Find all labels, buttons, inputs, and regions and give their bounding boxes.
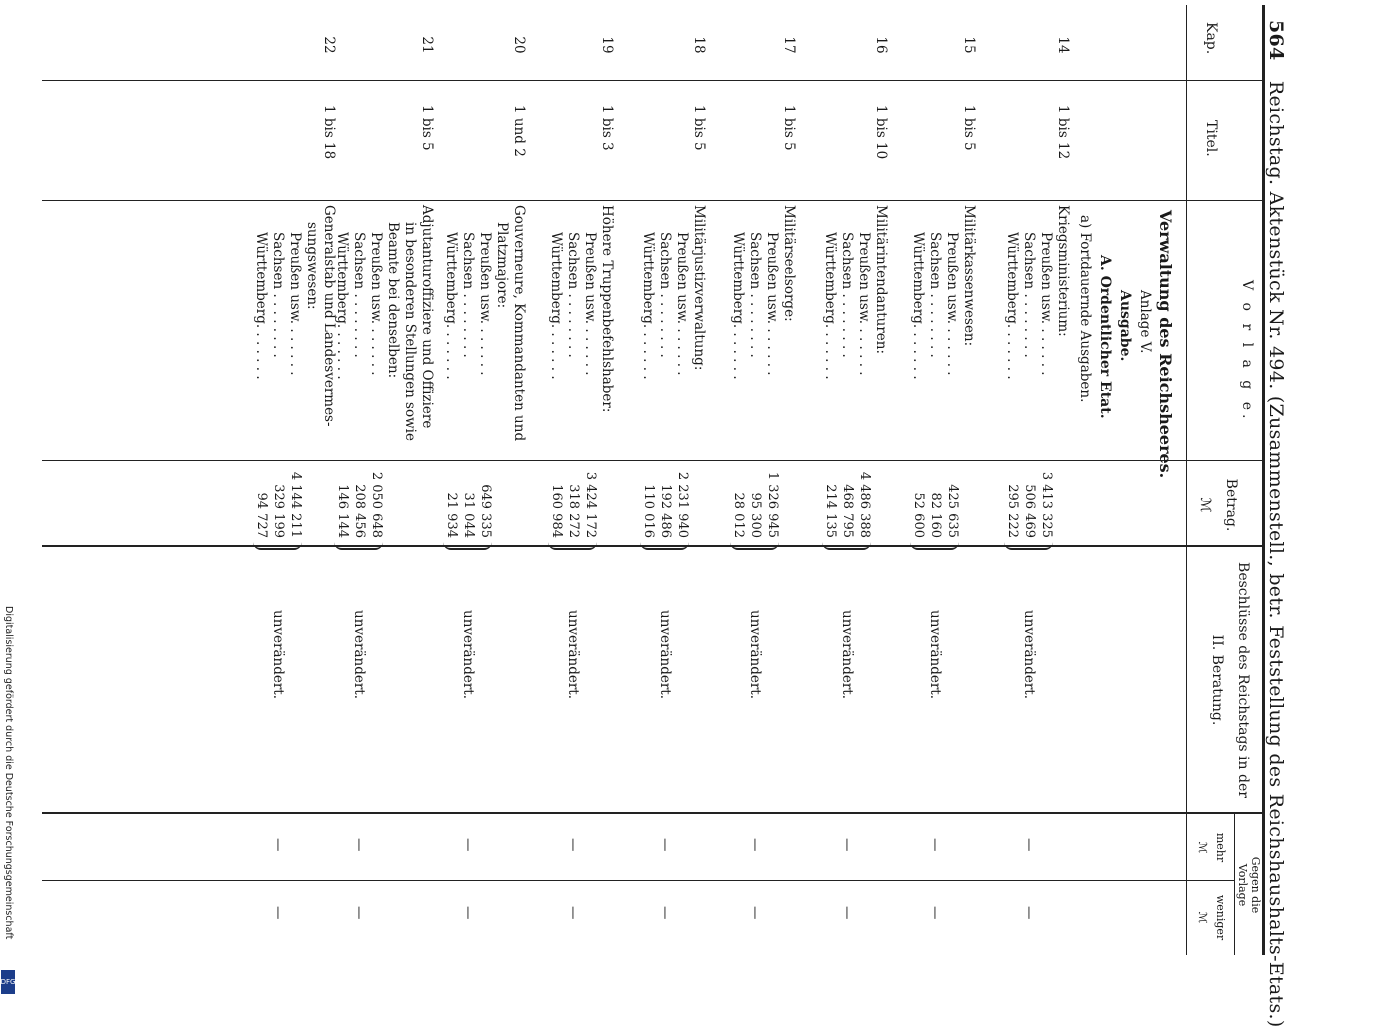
- row-titel: 1 bis 18: [321, 105, 337, 160]
- row-item-amount: 425 635: [945, 484, 960, 538]
- amount-brace: [443, 540, 492, 550]
- col-betrag: Betrag.: [1223, 478, 1239, 532]
- row-kap: 15: [961, 36, 977, 54]
- col-rule-titel: [42, 200, 1262, 201]
- amount-brace: [910, 540, 959, 550]
- row-mehr: —: [565, 838, 581, 852]
- row-titel: 1 bis 10: [873, 105, 889, 160]
- row-item-name: Preußen usw. . . . . . .: [856, 232, 872, 376]
- row-item-name: Sachsen . . . . . . . .: [460, 232, 476, 358]
- row-weniger: —: [460, 906, 476, 920]
- row-titel: 1 und 2: [511, 105, 527, 157]
- row-item-name: Sachsen . . . . . . . .: [747, 232, 763, 358]
- top-rule: [1262, 5, 1265, 955]
- row-result: unverändert.: [839, 610, 855, 700]
- row-item-amount: 506 469: [1022, 484, 1037, 538]
- amount-brace: [730, 540, 779, 550]
- row-item-name: Preußen usw. . . . . . .: [287, 232, 303, 376]
- col-weniger: weniger: [1214, 894, 1227, 941]
- row-kap: 22: [321, 36, 337, 54]
- row-mehr: —: [1021, 838, 1037, 852]
- row-item-name: Sachsen . . . . . . . .: [565, 232, 581, 358]
- row-titel: 1 bis 5: [419, 105, 435, 151]
- gegen-rule: [1234, 812, 1235, 955]
- row-kap: 17: [781, 36, 797, 54]
- col-beschluesse-1: Beschlüsse des Reichstags in der: [1235, 562, 1251, 798]
- row-item-name: Sachsen . . . . . . . .: [270, 232, 286, 358]
- amount-brace: [640, 540, 689, 550]
- row-item-name: Preußen usw. . . . . . .: [477, 232, 493, 376]
- row-kap: 19: [599, 36, 615, 54]
- dfg-logo: DFG: [1, 970, 15, 994]
- row-result: unverändert.: [927, 610, 943, 700]
- row-item-name: Preußen usw. . . . . . .: [764, 232, 780, 376]
- row-titel: 1 bis 5: [691, 105, 707, 151]
- row-item-amount: 329 199: [271, 484, 286, 538]
- row-mehr: —: [747, 838, 763, 852]
- row-item-amount: 4 486 388: [857, 471, 872, 538]
- col-rule-mehr: [42, 880, 1235, 881]
- row-description: sungswesen:: [304, 222, 320, 310]
- row-titel: 1 bis 5: [961, 105, 977, 151]
- row-item-amount: 82 160: [928, 492, 943, 538]
- row-item-amount: 1 326 945: [765, 471, 780, 538]
- row-description: Generalstab und Landesvermes-: [321, 205, 337, 427]
- row-description: Höhere Truppenbefehlshaber:: [599, 205, 615, 413]
- section-title: Verwaltung des Reichsheeres.: [1156, 210, 1175, 479]
- section-etat: A. Ordentlicher Etat.: [1097, 255, 1113, 419]
- row-item-amount: 649 335: [478, 484, 493, 538]
- row-titel: 1 bis 3: [599, 105, 615, 151]
- row-item-amount: 95 300: [748, 492, 763, 538]
- row-description: Platzmajore:: [494, 222, 510, 309]
- row-item-name: Württemberg. . . . . . .: [443, 232, 459, 380]
- row-result: unverändert.: [351, 610, 367, 700]
- col-kap: Kap.: [1203, 22, 1219, 55]
- row-item-name: Württemberg. . . . . . .: [548, 232, 564, 380]
- row-item-amount: 31 044: [461, 492, 476, 538]
- row-item-name: Sachsen . . . . . . . .: [351, 232, 367, 358]
- row-mehr: —: [927, 838, 943, 852]
- row-description: Kriegsministerium:: [1055, 205, 1071, 337]
- row-result: unverändert.: [270, 610, 286, 700]
- row-item-amount: 3 424 172: [583, 471, 598, 538]
- col-gegen-1: Gegen die: [1249, 856, 1262, 914]
- row-titel: 1 bis 12: [1055, 105, 1071, 160]
- col-mehr: mehr: [1214, 832, 1227, 863]
- row-item-amount: 52 600: [911, 492, 926, 538]
- row-item-name: Württemberg. . . . . . .: [334, 232, 350, 380]
- row-description: Beamte bei denselben:: [385, 222, 401, 379]
- row-item-amount: 2 050 648: [369, 471, 384, 538]
- row-item-name: Württemberg. . . . . . .: [730, 232, 746, 380]
- row-description: Militärseelsorge:: [781, 205, 797, 322]
- page-title: Reichstag. Aktenstück Nr. 494. (Zusammenstell., betr. Feststellung des Reichshaushalts-Etats.): [1265, 80, 1287, 1028]
- row-item-amount: 2 231 940: [675, 471, 690, 538]
- row-result: unverändert.: [565, 610, 581, 700]
- row-weniger: —: [351, 906, 367, 920]
- col-betrag-unit: ℳ: [1197, 497, 1213, 513]
- row-description: in besonderen Stellungen sowie: [402, 222, 418, 441]
- section-anlage: Anlage V.: [1137, 290, 1153, 354]
- row-weniger: —: [657, 906, 673, 920]
- col-rule-kap: [42, 80, 1262, 81]
- col-vorlage: V o r l a g e.: [1239, 280, 1255, 423]
- page-header: [1265, 20, 1287, 1028]
- row-item-name: Preußen usw. . . . . . .: [368, 232, 384, 376]
- page-number: 564: [1265, 20, 1287, 61]
- row-mehr: —: [270, 838, 286, 852]
- row-item-amount: 160 984: [549, 484, 564, 538]
- amount-brace: [548, 540, 597, 550]
- section-ausgabe: Ausgabe.: [1117, 290, 1133, 362]
- row-result: unverändert.: [1021, 610, 1037, 700]
- digitization-footer: [0, 606, 16, 996]
- col-mehr-unit: ℳ: [1196, 841, 1209, 854]
- row-weniger: —: [747, 906, 763, 920]
- row-mehr: —: [351, 838, 367, 852]
- row-weniger: —: [927, 906, 943, 920]
- row-item-name: Sachsen . . . . . . . .: [1021, 232, 1037, 358]
- col-weniger-unit: ℳ: [1196, 911, 1209, 924]
- row-kap: 20: [511, 36, 527, 54]
- row-item-amount: 28 012: [731, 492, 746, 538]
- row-weniger: —: [270, 906, 286, 920]
- row-description: Gouverneure, Kommandanten und: [511, 205, 527, 442]
- row-titel: 1 bis 5: [781, 105, 797, 151]
- col-rule-beschluesse: [42, 812, 1262, 814]
- row-item-name: Sachsen . . . . . . . .: [839, 232, 855, 358]
- row-mehr: —: [657, 838, 673, 852]
- row-item-name: Preußen usw. . . . . . .: [944, 232, 960, 376]
- row-item-amount: 110 016: [641, 484, 656, 538]
- row-result: unverändert.: [747, 610, 763, 700]
- row-kap: 14: [1055, 36, 1071, 54]
- row-weniger: —: [839, 906, 855, 920]
- row-item-name: Württemberg. . . . . . .: [910, 232, 926, 380]
- row-item-name: Sachsen . . . . . . . .: [927, 232, 943, 358]
- row-weniger: —: [1021, 906, 1037, 920]
- row-item-name: Sachsen . . . . . . . .: [657, 232, 673, 358]
- col-gegen-2: Vorlage: [1236, 863, 1249, 907]
- amount-brace: [1004, 540, 1053, 550]
- row-item-name: Württemberg. . . . . . .: [253, 232, 269, 380]
- row-item-name: Württemberg. . . . . . .: [640, 232, 656, 380]
- row-item-amount: 318 272: [566, 484, 581, 538]
- row-item-amount: 214 135: [823, 484, 838, 538]
- row-description: Adjutanturoffiziere und Offiziere: [419, 205, 435, 429]
- row-item-amount: 468 795: [840, 484, 855, 538]
- row-item-amount: 295 222: [1005, 484, 1020, 538]
- row-description: Militärkassenwesen:: [961, 205, 977, 347]
- rotated-page: [15, 0, 1295, 1028]
- row-item-name: Württemberg. . . . . . .: [1004, 232, 1020, 380]
- row-description: Militärintendanturen:: [873, 205, 889, 355]
- row-kap: 18: [691, 36, 707, 54]
- row-kap: 21: [419, 36, 435, 54]
- row-item-name: Württemberg. . . . . . .: [822, 232, 838, 380]
- row-item-amount: 94 727: [254, 492, 269, 538]
- amount-brace: [253, 540, 302, 550]
- row-result: unverändert.: [460, 610, 476, 700]
- row-mehr: —: [460, 838, 476, 852]
- section-fortdauernd: a) Fortdauernde Ausgaben.: [1077, 215, 1093, 403]
- row-mehr: —: [839, 838, 855, 852]
- row-item-amount: 3 413 325: [1039, 471, 1054, 538]
- digitization-note: Digitalisierung gefördert durch die Deutsche Forschungsgemeinschaft: [3, 606, 14, 940]
- row-item-amount: 4 144 211: [288, 471, 303, 538]
- row-description: Militärjustizverwaltung:: [691, 205, 707, 371]
- row-result: unverändert.: [657, 610, 673, 700]
- col-titel: Titel.: [1203, 120, 1219, 157]
- row-weniger: —: [565, 906, 581, 920]
- amount-brace: [822, 540, 871, 550]
- col-beschluesse-2: II. Beratung.: [1209, 634, 1225, 726]
- row-item-amount: 146 144: [335, 484, 350, 538]
- row-item-name: Preußen usw. . . . . . .: [582, 232, 598, 376]
- row-item-amount: 21 934: [444, 492, 459, 538]
- row-item-amount: 192 486: [658, 484, 673, 538]
- row-item-name: Preußen usw. . . . . . .: [1038, 232, 1054, 376]
- row-item-amount: 208 456: [352, 484, 367, 538]
- row-item-name: Preußen usw. . . . . . .: [674, 232, 690, 376]
- amount-brace: [334, 540, 383, 550]
- row-kap: 16: [873, 36, 889, 54]
